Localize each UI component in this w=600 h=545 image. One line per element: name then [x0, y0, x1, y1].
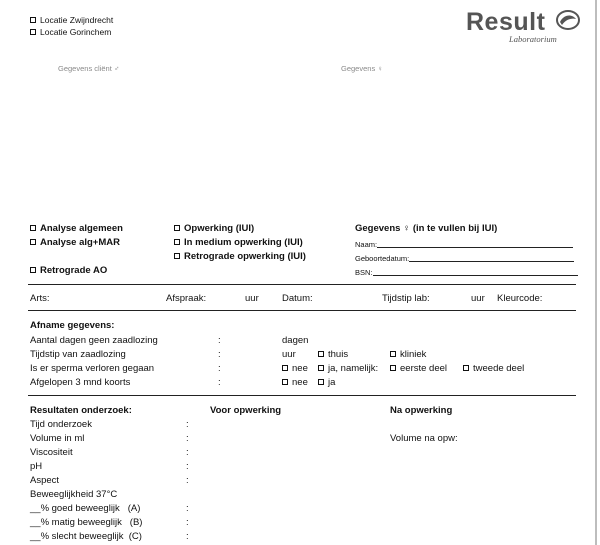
checkbox-icon[interactable] [174, 253, 180, 259]
dagen-unit: dagen [282, 335, 309, 346]
result-logo [466, 8, 545, 37]
option-retrograde-opwerking[interactable] [174, 251, 306, 262]
logo-swirl-icon [554, 6, 582, 34]
result-row-label: Viscositeit [30, 447, 73, 458]
bsn-input-line[interactable] [373, 267, 578, 276]
checkbox-icon[interactable] [174, 225, 180, 231]
partner-name-field[interactable] [355, 239, 573, 249]
checkbox-icon[interactable] [390, 351, 396, 357]
result-row-colon: : [186, 475, 189, 486]
checkbox-icon[interactable] [282, 365, 288, 371]
result-row-colon: : [186, 531, 189, 542]
results-heading: Resultaten onderzoek: [30, 405, 132, 416]
afname-row-colon: : [218, 363, 221, 374]
location-label: Locatie Gorinchem [40, 27, 112, 37]
location-gorinchem[interactable] [30, 27, 111, 37]
result-row-label: __% goed beweeglijk (A) [30, 503, 141, 514]
checkbox-icon[interactable] [174, 239, 180, 245]
option-label: ja [328, 377, 336, 388]
checkbox-icon[interactable] [30, 29, 36, 35]
option-label: nee [292, 363, 308, 374]
na-opwerking-heading: Na opwerking [390, 405, 453, 416]
logo-wordmark: Result [466, 8, 546, 36]
option-label: thuis [328, 349, 349, 360]
kleurcode-label: Kleurcode: [497, 293, 543, 304]
divider [28, 395, 576, 396]
option-eerste-deel[interactable] [390, 363, 447, 374]
option-label: Analyse algemeen [40, 223, 123, 234]
afname-row-label: Afgelopen 3 mnd koorts [30, 377, 131, 388]
checkbox-icon[interactable] [30, 239, 36, 245]
option-tweede-deel[interactable] [463, 363, 524, 374]
option-nee[interactable] [282, 377, 308, 388]
result-row-label: Tijd onderzoek [30, 419, 92, 430]
option-analyse-algemeen[interactable] [30, 223, 123, 234]
option-label: ja, namelijk: [328, 363, 379, 374]
afname-row-colon: : [218, 377, 221, 388]
result-row-label: pH [30, 461, 43, 472]
afname-row-label: Tijdstip van zaadlozing [30, 349, 126, 360]
volume-na-label: Volume na opw: [390, 433, 458, 444]
afname-row-colon: : [218, 335, 221, 346]
option-kliniek[interactable] [390, 349, 426, 360]
field-label: Naam: [355, 240, 378, 249]
result-row-colon: : [186, 433, 189, 444]
logo-subtitle: Laboratorium [509, 34, 557, 44]
option-in-medium-opwerking[interactable] [174, 237, 303, 248]
client-male-heading: Gegevens cliënt ♂ [58, 64, 120, 73]
checkbox-icon[interactable] [30, 267, 36, 273]
result-row-label: Beweeglijkheid 37°C [30, 489, 118, 500]
divider [28, 310, 576, 311]
result-row-colon: : [186, 447, 189, 458]
uur-unit: uur [282, 349, 296, 360]
afname-heading: Afname gegevens: [30, 320, 115, 331]
voor-opwerking-heading: Voor opwerking [210, 405, 282, 416]
partner-heading: Gegevens ♀ (in te vullen bij IUI) [355, 223, 498, 234]
checkbox-icon[interactable] [282, 379, 288, 385]
option-analyse-alg-mar[interactable] [30, 237, 120, 248]
partner-bsn-field[interactable] [355, 267, 578, 277]
result-row-label: Aspect [30, 475, 60, 486]
option-label: Retrograde opwerking (IUI) [184, 251, 306, 262]
result-row-label: __% matig beweeglijk (B) [30, 517, 143, 528]
option-label: Retrograde AO [40, 265, 108, 276]
option-label: eerste deel [400, 363, 448, 374]
divider [28, 284, 576, 285]
option-nee[interactable] [282, 363, 308, 374]
option-label: In medium opwerking (IUI) [184, 237, 303, 248]
partner-birthdate-field[interactable] [355, 253, 574, 263]
name-input-line[interactable] [377, 239, 573, 248]
option-thuis[interactable] [318, 349, 348, 360]
afname-row-colon: : [218, 349, 221, 360]
afspraak-uur-label: uur [245, 293, 259, 304]
checkbox-icon[interactable] [390, 365, 396, 371]
datum-label: Datum: [282, 293, 313, 304]
client-female-heading: Gegevens ♀ [341, 64, 383, 73]
afspraak-label: Afspraak: [166, 293, 207, 304]
option-ja[interactable] [318, 377, 335, 388]
afname-row-label: Aantal dagen geen zaadlozing [30, 335, 158, 346]
birthdate-input-line[interactable] [409, 253, 574, 262]
field-label: Geboortedatum: [355, 254, 410, 263]
result-row-colon: : [186, 517, 189, 528]
checkbox-icon[interactable] [318, 379, 324, 385]
location-zwijndrecht[interactable] [30, 15, 113, 25]
result-row-label: __% slecht beweeglijk (C) [30, 531, 142, 542]
option-label: nee [292, 377, 308, 388]
result-row-colon: : [186, 419, 189, 430]
option-label: tweede deel [473, 363, 525, 374]
checkbox-icon[interactable] [463, 365, 469, 371]
afname-row-label: Is er sperma verloren gegaan [30, 363, 155, 374]
checkbox-icon[interactable] [318, 351, 324, 357]
field-label: BSN: [355, 268, 373, 277]
option-ja-namelijk[interactable] [318, 363, 378, 374]
result-row-colon: : [186, 461, 189, 472]
tijdstip-lab-label: Tijdstip lab: [382, 293, 430, 304]
arts-label: Arts: [30, 293, 50, 304]
result-row-label: Volume in ml [30, 433, 85, 444]
checkbox-icon[interactable] [30, 17, 36, 23]
option-label: Opwerking (IUI) [184, 223, 255, 234]
option-opwerking-iui[interactable] [174, 223, 254, 234]
checkbox-icon[interactable] [30, 225, 36, 231]
result-row-colon: : [186, 503, 189, 514]
location-label: Locatie Zwijndrecht [40, 15, 114, 25]
checkbox-icon[interactable] [318, 365, 324, 371]
lab-uur-label: uur [471, 293, 485, 304]
option-label: kliniek [400, 349, 427, 360]
option-retrograde-ao[interactable] [30, 265, 107, 276]
option-label: Analyse alg+MAR [40, 237, 120, 248]
